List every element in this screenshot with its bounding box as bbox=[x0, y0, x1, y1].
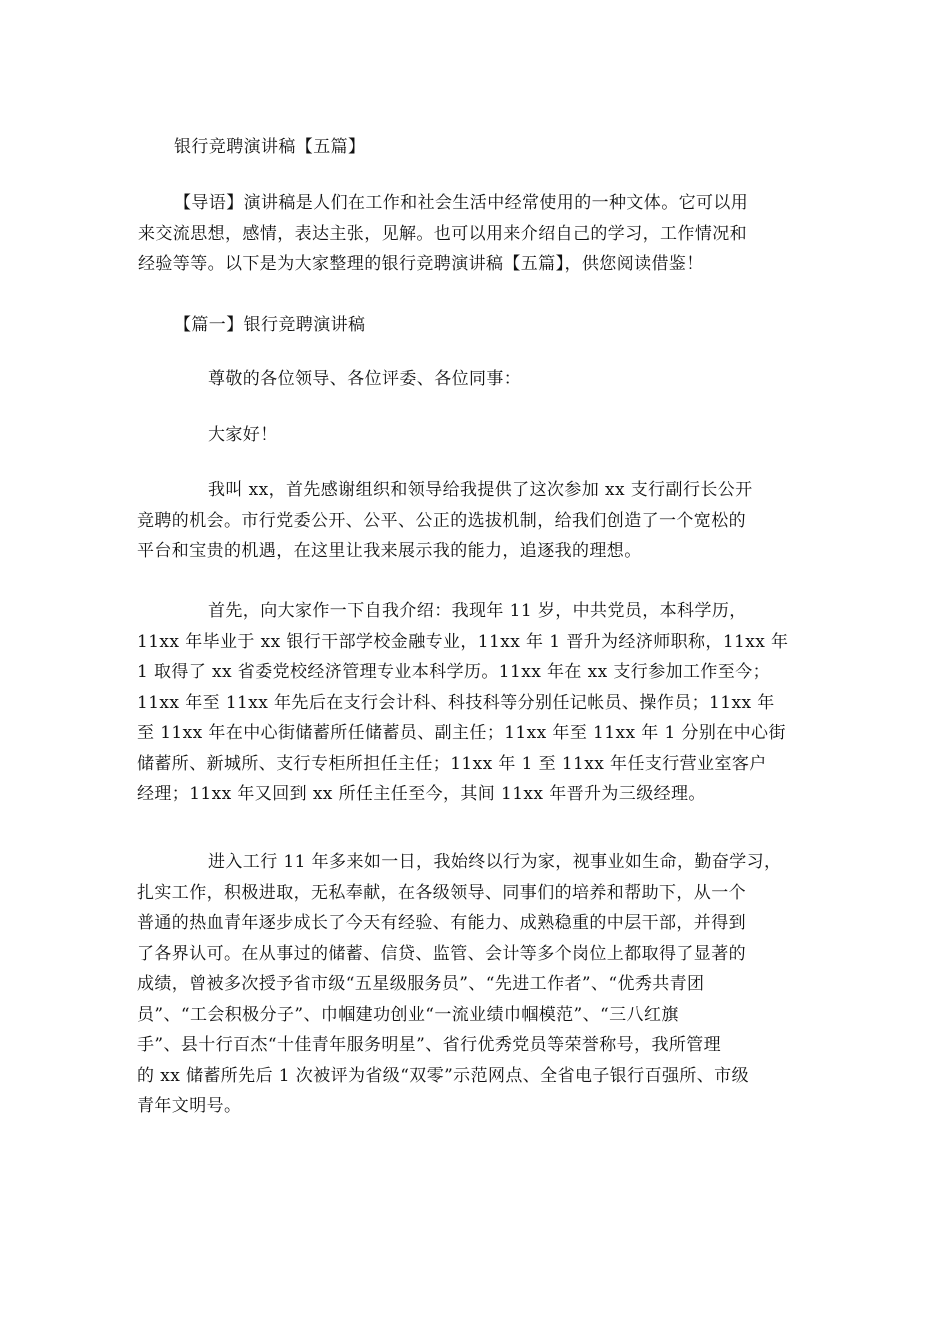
paragraph-line: 1 取得了 xx 省委党校经济管理专业本科学历。11xx 年在 xx 支行参加工作至今； bbox=[137, 662, 770, 682]
paragraph-line: 经理；11xx 年又回到 xx 所任主任至今，其间 11xx 年晋升为三级经理。 bbox=[137, 784, 706, 804]
body-paragraph-2 bbox=[137, 596, 789, 810]
paragraph-line: 的 xx 储蓄所先后 1 次被评为省级“双零”示范网点、全省电子银行百强所、市级 bbox=[137, 1065, 749, 1086]
paragraph-line: 青年文明号。 bbox=[137, 1096, 242, 1116]
greeting bbox=[208, 420, 278, 451]
greeting-line: 大家好！ bbox=[208, 425, 278, 445]
paragraph-line: 11xx 年至 11xx 年先后在支行会计科、科技科等分别任记帐员、操作员；11xx 年 bbox=[137, 692, 775, 713]
paragraph-line: 普通的热血青年逐步成长了今天有经验、有能力、成熟稳重的中层干部，并得到 bbox=[137, 913, 746, 933]
salutation bbox=[208, 364, 521, 395]
paragraph-line: 竞聘的机会。市行党委公开、公平、公正的选拔机制，给我们创造了一个宽松的 bbox=[137, 510, 746, 531]
section-heading-line: 【篇一】银行竞聘演讲稿 bbox=[174, 315, 366, 335]
paragraph-line: 首先，向大家作一下自我介绍：我现年 11 岁，中共党员，本科学历， bbox=[208, 601, 747, 621]
body-paragraph-1 bbox=[137, 475, 753, 567]
section-heading bbox=[174, 310, 365, 341]
paragraph-line: 储蓄所、新城所、支行专柜所担任主任；11xx 年 1 至 11xx 年任支行营业室客户 bbox=[137, 753, 767, 774]
intro-line: 【导语】演讲稿是人们在工作和社会生活中经常使用的一种文体。它可以用 bbox=[174, 193, 749, 213]
paragraph-line: 手”、县十行百杰“十佳青年服务明星”、省行优秀党员等荣誉称号，我所管理 bbox=[137, 1035, 722, 1055]
document-title bbox=[174, 132, 365, 163]
paragraph-line: 平台和宝贵的机遇，在这里让我来展示我的能力，追逐我的理想。 bbox=[137, 541, 642, 561]
paragraph-line: 成绩，曾被多次授予省市级“五星级服务员”、“先进工作者”、“优秀共青团 bbox=[137, 974, 705, 994]
paragraph-line: 11xx 年毕业于 xx 银行干部学校金融专业，11xx 年 1 晋升为经济师职称，11xx 年 bbox=[137, 631, 789, 652]
intro-line: 来交流思想，感情，表达主张，见解。也可以用来介绍自己的学习，工作情况和 bbox=[138, 223, 747, 244]
paragraph-line: 员”、“工会积极分子”、巾帼建功创业“一流业绩巾帼模范”、“三八红旗 bbox=[137, 1004, 679, 1025]
intro-paragraph bbox=[138, 188, 749, 280]
paragraph-line: 扎实工作，积极进取，无私奉献，在各级领导、同事们的培养和帮助下，从一个 bbox=[137, 882, 746, 903]
paragraph-line: 了各界认可。在从事过的储蓄、信贷、监管、会计等多个岗位上都取得了显著的 bbox=[137, 943, 746, 964]
body-paragraph-3 bbox=[137, 847, 782, 1122]
title-line: 银行竞聘演讲稿【五篇】 bbox=[174, 137, 366, 157]
paragraph-line: 至 11xx 年在中心街储蓄所任储蓄员、副主任；11xx 年至 11xx 年 1 分别在中心街 bbox=[137, 723, 786, 743]
intro-line: 经验等等。以下是为大家整理的银行竞聘演讲稿【五篇】，供您阅读借鉴！ bbox=[138, 254, 704, 274]
paragraph-line: 进入工行 11 年多来如一日，我始终以行为家，视事业如生命，勤奋学习， bbox=[208, 852, 782, 872]
paragraph-line: 我叫 xx，首先感谢组织和领导给我提供了这次参加 xx 支行副行长公开 bbox=[208, 480, 753, 500]
salutation-line: 尊敬的各位领导、各位评委、各位同事： bbox=[208, 369, 522, 389]
